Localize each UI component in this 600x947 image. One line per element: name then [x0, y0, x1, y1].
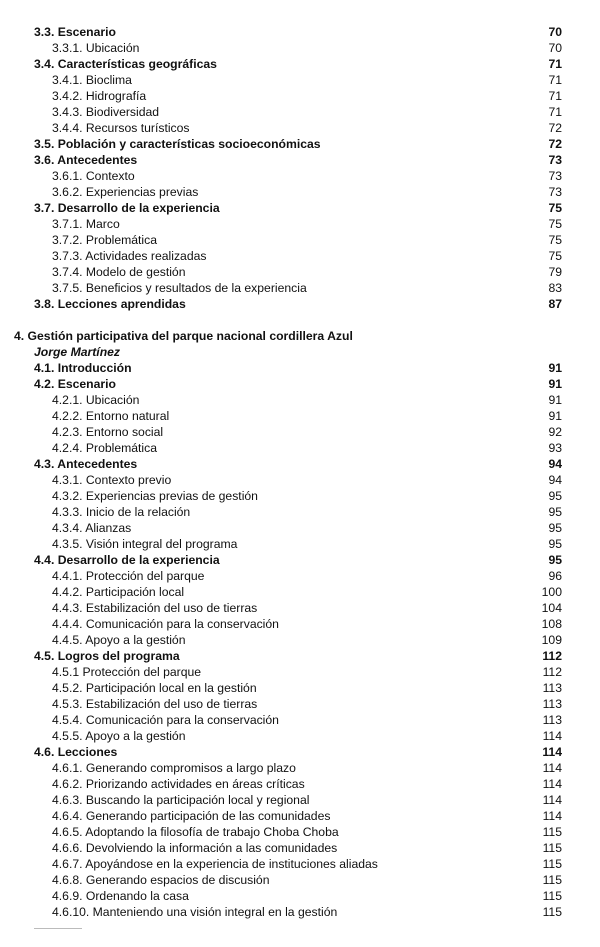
toc-entry-title: 3.8. Lecciones aprendidas: [34, 297, 186, 311]
toc-entry-page: 95: [548, 505, 562, 519]
toc-subsection: [0, 856, 600, 872]
toc-subsection: [0, 488, 600, 504]
toc-entry-title: 4.4.2. Participación local: [52, 585, 185, 599]
toc-subsection: [0, 232, 600, 248]
toc-entry-page: 115: [542, 841, 562, 855]
toc-entry-title: 4.4. Desarrollo de la experiencia: [34, 553, 220, 567]
toc-entry-page: 91: [548, 361, 562, 375]
toc-subsection: [0, 824, 600, 840]
toc-section: [0, 648, 600, 664]
toc-entry-page: 113: [542, 713, 562, 727]
toc-entry-title: 3.7.1. Marco: [52, 217, 120, 231]
toc-entry-page: 94: [548, 457, 562, 471]
toc-subsection: [0, 120, 600, 136]
toc-entry-title: 4.6.8. Generando espacios de discusión: [52, 873, 270, 887]
toc-entry-title: 3.5. Población y características socioeconómicas: [34, 137, 321, 151]
toc-subsection: [0, 264, 600, 280]
toc-entry-title: 4.2.2. Entorno natural: [52, 409, 170, 423]
toc-entry-title: 3.4.3. Biodiversidad: [52, 105, 160, 119]
toc-entry-page: 79: [548, 265, 562, 279]
toc-entry-title: 4. Gestión participativa del parque nacional cordillera Azul: [14, 329, 353, 343]
toc-entry-title: 4.4.3. Estabilización del uso de tierras: [52, 601, 258, 615]
toc-subsection: [0, 904, 600, 920]
toc-entry-page: 73: [548, 153, 562, 167]
toc-entry-page: 115: [542, 857, 562, 871]
toc-entry-title: 4.5.5. Apoyo a la gestión: [52, 729, 186, 743]
toc-entry-title: 4.2.3. Entorno social: [52, 425, 164, 439]
toc-entry-title: 3.3.1. Ubicación: [52, 41, 140, 55]
toc-entry-page: 114: [542, 809, 562, 823]
toc-entry-page: 72: [548, 121, 562, 135]
toc-section: [0, 152, 600, 168]
toc-entry-page: 114: [542, 745, 562, 759]
toc-entry-page: 109: [541, 633, 562, 647]
toc-subsection: [0, 584, 600, 600]
toc-entry-page: 112: [542, 665, 562, 679]
toc-entry-title: 4.1. Introducción: [34, 361, 132, 375]
toc-subsection: [0, 88, 600, 104]
toc-entry-page: 71: [548, 89, 562, 103]
toc-subsection: [0, 72, 600, 88]
toc-entry-title: 4.3.5. Visión integral del programa: [52, 537, 238, 551]
author-name: Jorge Martínez: [34, 345, 121, 359]
toc-subsection: [0, 424, 600, 440]
toc-entry-title: 3.6.2. Experiencias previas: [52, 185, 199, 199]
toc-entry-title: 3.7. Desarrollo de la experiencia: [34, 201, 220, 215]
toc-subsection: [0, 728, 600, 744]
toc-entry-title: 3.4.2. Hidrografía: [52, 89, 147, 103]
toc-entry-title: 4.5.2. Participación local en la gestión: [52, 681, 257, 695]
toc-entry-page: 112: [542, 649, 562, 663]
toc-subsection: [0, 520, 600, 536]
toc-entry-page: 114: [542, 729, 562, 743]
toc-subsection: [0, 840, 600, 856]
toc-subsection: [0, 696, 600, 712]
toc-entry-page: 108: [541, 617, 562, 631]
toc-section: [0, 56, 600, 72]
toc-subsection: [0, 808, 600, 824]
toc-entry-title: 4.6.7. Apoyándose en la experiencia de instituciones aliadas: [52, 857, 378, 871]
toc-entry-title: 4.4.4. Comunicación para la conservación: [52, 617, 279, 631]
toc-section: [0, 360, 600, 376]
toc-subsection: [0, 632, 600, 648]
toc-subsection: [0, 280, 600, 296]
toc-entry-page: 75: [548, 233, 562, 247]
toc-entry-page: 70: [548, 25, 562, 39]
toc-entry-title: 4.2. Escenario: [34, 377, 116, 391]
toc-entry-page: 115: [542, 905, 562, 919]
toc-entry-title: 4.5.3. Estabilización del uso de tierras: [52, 697, 258, 711]
toc-subsection: [0, 760, 600, 776]
toc-entry-page: 75: [548, 201, 562, 215]
toc-entry-title: 4.6.10. Manteniendo una visión integral en la gestión: [52, 905, 338, 919]
toc-subsection: [0, 872, 600, 888]
toc-subsection: [0, 792, 600, 808]
toc-entry-page: 70: [548, 41, 562, 55]
toc-entry-title: 3.7.4. Modelo de gestión: [52, 265, 186, 279]
toc-entry-title: 4.2.1. Ubicación: [52, 393, 140, 407]
chapter-gap: [0, 312, 600, 328]
toc-entry-page: 71: [548, 105, 562, 119]
toc-entry-page: 113: [542, 681, 562, 695]
toc-subsection: [0, 392, 600, 408]
toc-subsection: [0, 168, 600, 184]
toc-section: [0, 744, 600, 760]
toc-subsection: [0, 680, 600, 696]
toc-subsection: [0, 616, 600, 632]
toc-entry-page: 115: [542, 825, 562, 839]
toc-subsection: [0, 712, 600, 728]
toc-subsection: [0, 888, 600, 904]
toc-entry-page: 71: [548, 73, 562, 87]
toc-entry-title: 4.5.4. Comunicación para la conservación: [52, 713, 279, 727]
toc-subsection: [0, 536, 600, 552]
toc-entry-page: 95: [548, 553, 562, 567]
toc-entry-title: 3.3. Escenario: [34, 25, 116, 39]
toc-entry-page: 73: [548, 185, 562, 199]
toc-entry-title: 3.7.3. Actividades realizadas: [52, 249, 207, 263]
toc-entry-title: 4.6.5. Adoptando la filosofía de trabajo Choba Choba: [52, 825, 339, 839]
toc-subsection: [0, 248, 600, 264]
toc-subsection: [0, 216, 600, 232]
table-of-contents: [0, 24, 600, 920]
toc-section: [0, 136, 600, 152]
toc-entry-title: 4.2.4. Problemática: [52, 441, 158, 455]
toc-entry-page: 72: [548, 137, 562, 151]
toc-subsection: [0, 504, 600, 520]
toc-section: [0, 24, 600, 40]
toc-entry-title: 3.6. Antecedentes: [34, 153, 138, 167]
toc-entry-page: 95: [548, 489, 562, 503]
toc-entry-title: 4.5.1 Protección del parque: [52, 665, 202, 679]
toc-entry-title: 4.4.1. Protección del parque: [52, 569, 205, 583]
toc-entry-title: 4.3. Antecedentes: [34, 457, 138, 471]
toc-entry-page: 75: [548, 249, 562, 263]
toc-subsection: [0, 408, 600, 424]
toc-entry-title: 4.3.1. Contexto previo: [52, 473, 172, 487]
toc-entry-page: 92: [548, 425, 562, 439]
toc-entry-page: 95: [548, 521, 562, 535]
toc-entry-page: 115: [542, 889, 562, 903]
toc-entry-page: 93: [548, 441, 562, 455]
toc-entry-page: 115: [542, 873, 562, 887]
toc-entry-title: 3.4.1. Bioclima: [52, 73, 132, 87]
toc-entry-page: 75: [548, 217, 562, 231]
toc-entry-title: 3.4. Características geográficas: [34, 57, 217, 71]
toc-entry-title: 4.6.6. Devolviendo la información a las comunidades: [52, 841, 338, 855]
toc-entry-title: 4.6. Lecciones: [34, 745, 118, 759]
toc-subsection: [0, 568, 600, 584]
toc-entry-title: 4.6.2. Priorizando actividades en áreas críticas: [52, 777, 305, 791]
toc-entry-page: 71: [548, 57, 562, 71]
toc-subsection: [0, 776, 600, 792]
toc-entry-page: 87: [548, 297, 562, 311]
toc-subsection: [0, 104, 600, 120]
toc-entry-page: 91: [548, 377, 562, 391]
toc-section: [0, 376, 600, 392]
toc-subsection: [0, 472, 600, 488]
toc-section: [0, 296, 600, 312]
toc-entry-page: 91: [548, 409, 562, 423]
footer-rule: [34, 928, 82, 929]
toc-subsection: [0, 664, 600, 680]
toc-chapter-author: [0, 344, 600, 360]
toc-entry-page: 73: [548, 169, 562, 183]
toc-entry-page: 91: [548, 393, 562, 407]
toc-entry-title: 4.3.4. Alianzas: [52, 521, 132, 535]
toc-entry-page: 96: [548, 569, 562, 583]
toc-entry-page: 114: [542, 793, 562, 807]
toc-entry-title: 4.5. Logros del programa: [34, 649, 180, 663]
toc-subsection: [0, 600, 600, 616]
toc-entry-page: 83: [548, 281, 562, 295]
toc-subsection: [0, 40, 600, 56]
toc-entry-page: 95: [548, 537, 562, 551]
toc-entry-title: 4.6.3. Buscando la participación local y regional: [52, 793, 310, 807]
toc-entry-page: 114: [542, 777, 562, 791]
toc-chapter-title: [0, 328, 600, 344]
toc-section: [0, 200, 600, 216]
toc-entry-title: 4.6.4. Generando participación de las comunidades: [52, 809, 331, 823]
toc-subsection: [0, 184, 600, 200]
toc-entry-page: 94: [548, 473, 562, 487]
toc-entry-title: 3.7.2. Problemática: [52, 233, 158, 247]
toc-entry-title: 4.6.1. Generando compromisos a largo plazo: [52, 761, 296, 775]
toc-section: [0, 456, 600, 472]
toc-entry-title: 4.4.5. Apoyo a la gestión: [52, 633, 186, 647]
toc-entry-title: 3.4.4. Recursos turísticos: [52, 121, 190, 135]
toc-entry-title: 4.6.9. Ordenando la casa: [52, 889, 189, 903]
toc-entry-page: 114: [542, 761, 562, 775]
toc-entry-title: 3.6.1. Contexto: [52, 169, 135, 183]
toc-subsection: [0, 440, 600, 456]
toc-entry-page: 113: [542, 697, 562, 711]
toc-section: [0, 552, 600, 568]
toc-entry-title: 4.3.3. Inicio de la relación: [52, 505, 191, 519]
toc-entry-page: 100: [541, 585, 562, 599]
toc-entry-title: 3.7.5. Beneficios y resultados de la experiencia: [52, 281, 307, 295]
toc-entry-page: 104: [541, 601, 562, 615]
toc-entry-title: 4.3.2. Experiencias previas de gestión: [52, 489, 258, 503]
